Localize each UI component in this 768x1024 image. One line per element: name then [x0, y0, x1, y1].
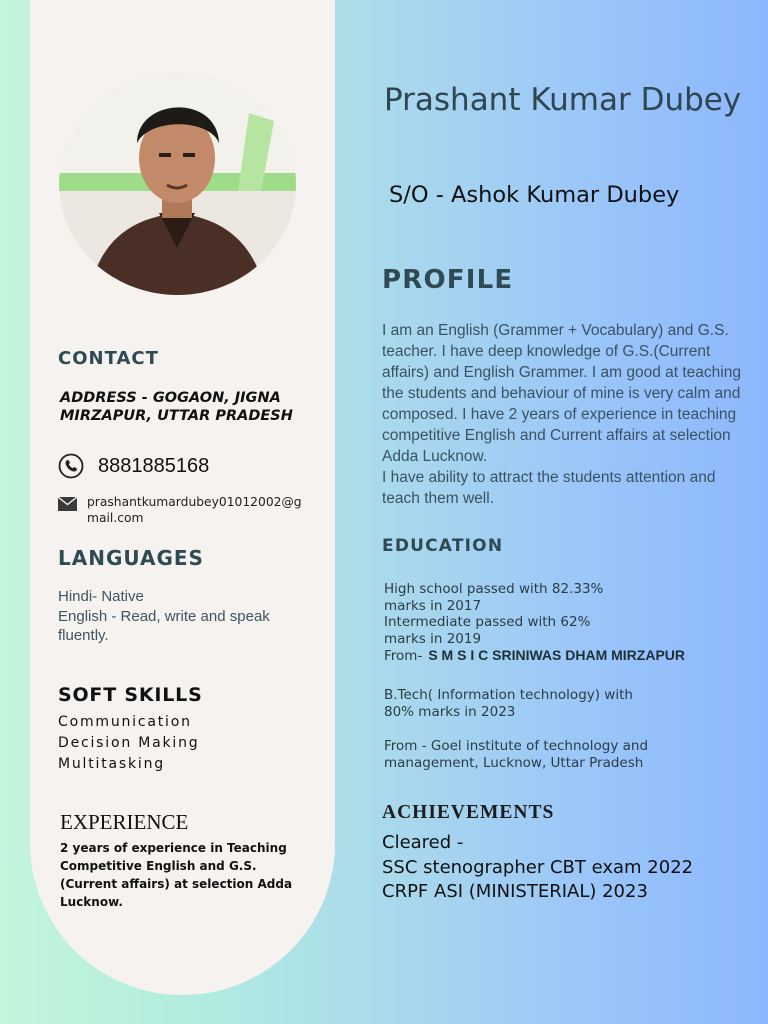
- achievement-item: Cleared -: [382, 832, 464, 853]
- achievements-heading: ACHIEVEMENTS: [382, 802, 555, 823]
- profile-heading: PROFILE: [382, 265, 514, 295]
- soft-skills-list: [58, 712, 199, 775]
- person-name: Prashant Kumar Dubey: [384, 82, 742, 118]
- language-item-hindi: Hindi- Native: [58, 588, 144, 605]
- education-heading: EDUCATION: [382, 536, 504, 556]
- college-line: From - Goel institute of technology and management, Lucknow, Uttar Pradesh: [384, 738, 649, 771]
- skill-item: Decision Making: [58, 735, 200, 751]
- profile-paragraph-2: I have ability to attract the students attention and teach them well.: [382, 469, 716, 507]
- from-label: From-: [384, 648, 423, 664]
- languages-list: [58, 587, 308, 646]
- language-item-english: English - Read, write and speak fluently.: [58, 607, 270, 644]
- profile-photo: [59, 73, 296, 295]
- soft-skills-heading: SOFT SKILLS: [58, 684, 203, 706]
- address-line-1: ADDRESS - GOGAON, JIGNA: [60, 390, 281, 406]
- email-address[interactable]: prashantkumardubey01012002@gmail.com: [87, 495, 302, 525]
- high-school-line: High school passed with 82.33% marks in 2017: [384, 581, 604, 614]
- experience-heading: EXPERIENCE: [60, 810, 189, 834]
- skill-item: Multitasking: [58, 756, 165, 772]
- address-line-2: MIRZAPUR, UTTAR PRADESH: [60, 408, 293, 424]
- education-school-block: [384, 581, 714, 665]
- contact-heading: CONTACT: [58, 348, 159, 369]
- achievement-item: SSC stenographer CBT exam 2022: [382, 856, 694, 878]
- achievements-list: [382, 831, 693, 905]
- phone-row: [58, 453, 209, 479]
- profile-text: [382, 320, 742, 509]
- address: [60, 389, 320, 425]
- phone-number[interactable]: 8881885168: [98, 454, 210, 477]
- parent-name: S/O - Ashok Kumar Dubey: [389, 182, 680, 208]
- btech-line: B.Tech( Information technology) with 80% marks in 2023: [384, 687, 633, 720]
- experience-text: 2 years of experience in Teaching Competitive English and G.S.(Current affairs) at selection Adda Lucknow.: [60, 841, 293, 909]
- phone-icon: [58, 453, 84, 479]
- email-row: [58, 494, 302, 526]
- intermediate-line: Intermediate passed with 62% marks in 2019: [384, 614, 591, 647]
- languages-heading: LANGUAGES: [58, 546, 204, 570]
- mail-icon: [58, 497, 77, 511]
- skill-item: Communication: [58, 714, 192, 730]
- school-line: [384, 647, 714, 665]
- profile-paragraph: I am an English (Grammer + Vocabulary) and G.S. teacher. I have deep knowledge of G.S.(Current affairs) and English Grammer. I am good at teaching the students and behaviour of mine is very calm and composed. I have 2 years of experience in teaching competitive English and Current affairs at selection Adda Lucknow.: [382, 322, 741, 465]
- school-name: S M S I C SRINIWAS DHAM MIRZAPUR: [428, 647, 685, 663]
- achievement-item: CRPF ASI (MINISTERIAL) 2023: [382, 881, 648, 902]
